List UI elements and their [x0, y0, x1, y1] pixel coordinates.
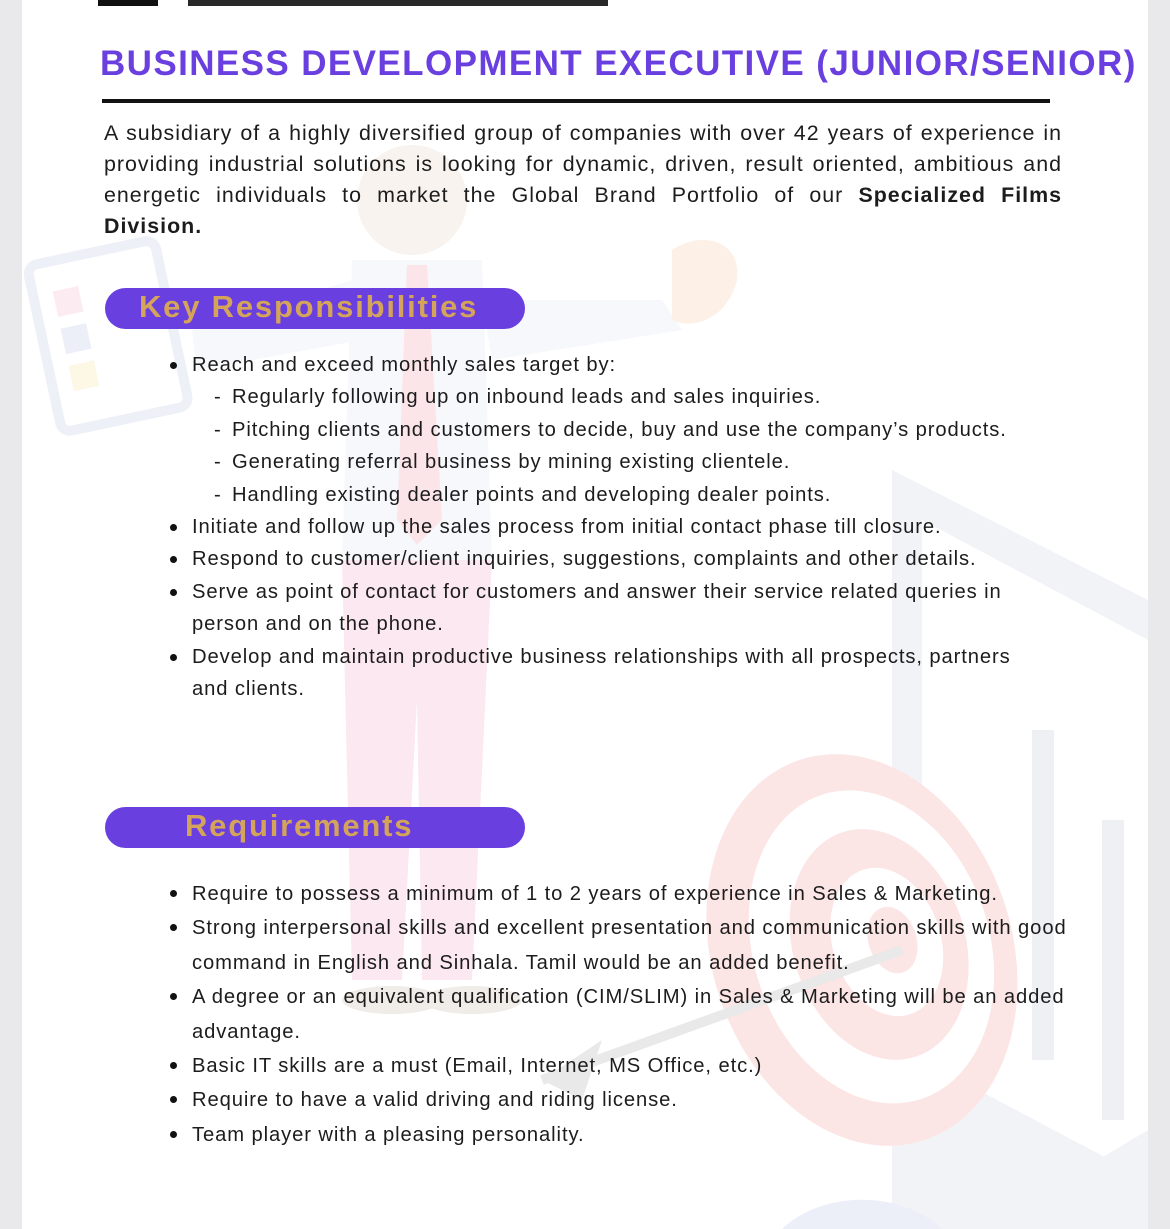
list-item: Develop and maintain productive business relationships with all prospects, partners and clients.	[169, 641, 1049, 706]
job-posting-page	[22, 0, 1148, 1229]
list-item: A degree or an equivalent qualification (CIM/SLIM) in Sales & Marketing will be an added advantage.	[169, 980, 1109, 1049]
list-item: Initiate and follow up the sales process from initial contact phase till closure.	[169, 511, 1049, 543]
list-item	[169, 349, 1049, 511]
list-item: Team player with a pleasing personality.	[169, 1118, 1109, 1152]
list-item-text: Reach and exceed monthly sales target by:	[192, 354, 617, 376]
page-title: BUSINESS DEVELOPMENT EXECUTIVE (JUNIOR/SENIOR)	[100, 44, 1137, 83]
list-item: Strong interpersonal skills and excellent presentation and communication skills with good command in English and Sinhala. Tamil would be an added benefit.	[169, 911, 1109, 980]
requirements-heading	[105, 807, 525, 848]
header-logo-fragment	[98, 0, 618, 8]
list-item: Respond to customer/client inquiries, suggestions, complaints and other details.	[169, 543, 1049, 575]
sub-list-item: - Handling existing dealer points and developing dealer points.	[214, 479, 1049, 511]
requirements-title: Requirements	[185, 808, 414, 843]
key-responsibilities-title: Key Responsibilities	[139, 289, 479, 324]
sub-list-item: - Generating referral business by mining existing clientele.	[214, 446, 1049, 478]
intro-paragraph	[104, 118, 1062, 242]
sub-list-item: - Pitching clients and customers to decide, buy and use the company’s products.	[214, 414, 1049, 446]
sub-list-item: - Regularly following up on inbound leads and sales inquiries.	[214, 381, 1049, 413]
intro-emphasis: Specialized Films Division.	[104, 183, 1062, 238]
key-responsibilities-list	[169, 349, 1049, 705]
list-item: Require to have a valid driving and riding license.	[169, 1083, 1109, 1117]
requirements-list	[169, 877, 1109, 1152]
list-item: Basic IT skills are a must (Email, Internet, MS Office, etc.)	[169, 1049, 1109, 1083]
key-responsibilities-heading	[105, 288, 525, 329]
list-item: Require to possess a minimum of 1 to 2 years of experience in Sales & Marketing.	[169, 877, 1109, 911]
intro-text: A subsidiary of a highly diversified group of companies with over 42 years of experience in providing industrial solutions is looking for dynamic, driven, result oriented, ambitious and energetic individuals to market the Global Brand Portfolio of our	[104, 121, 1062, 207]
title-divider	[102, 99, 1050, 103]
list-item: Serve as point of contact for customers and answer their service related queries in person and on the phone.	[169, 576, 1049, 641]
sub-list	[192, 381, 1049, 511]
